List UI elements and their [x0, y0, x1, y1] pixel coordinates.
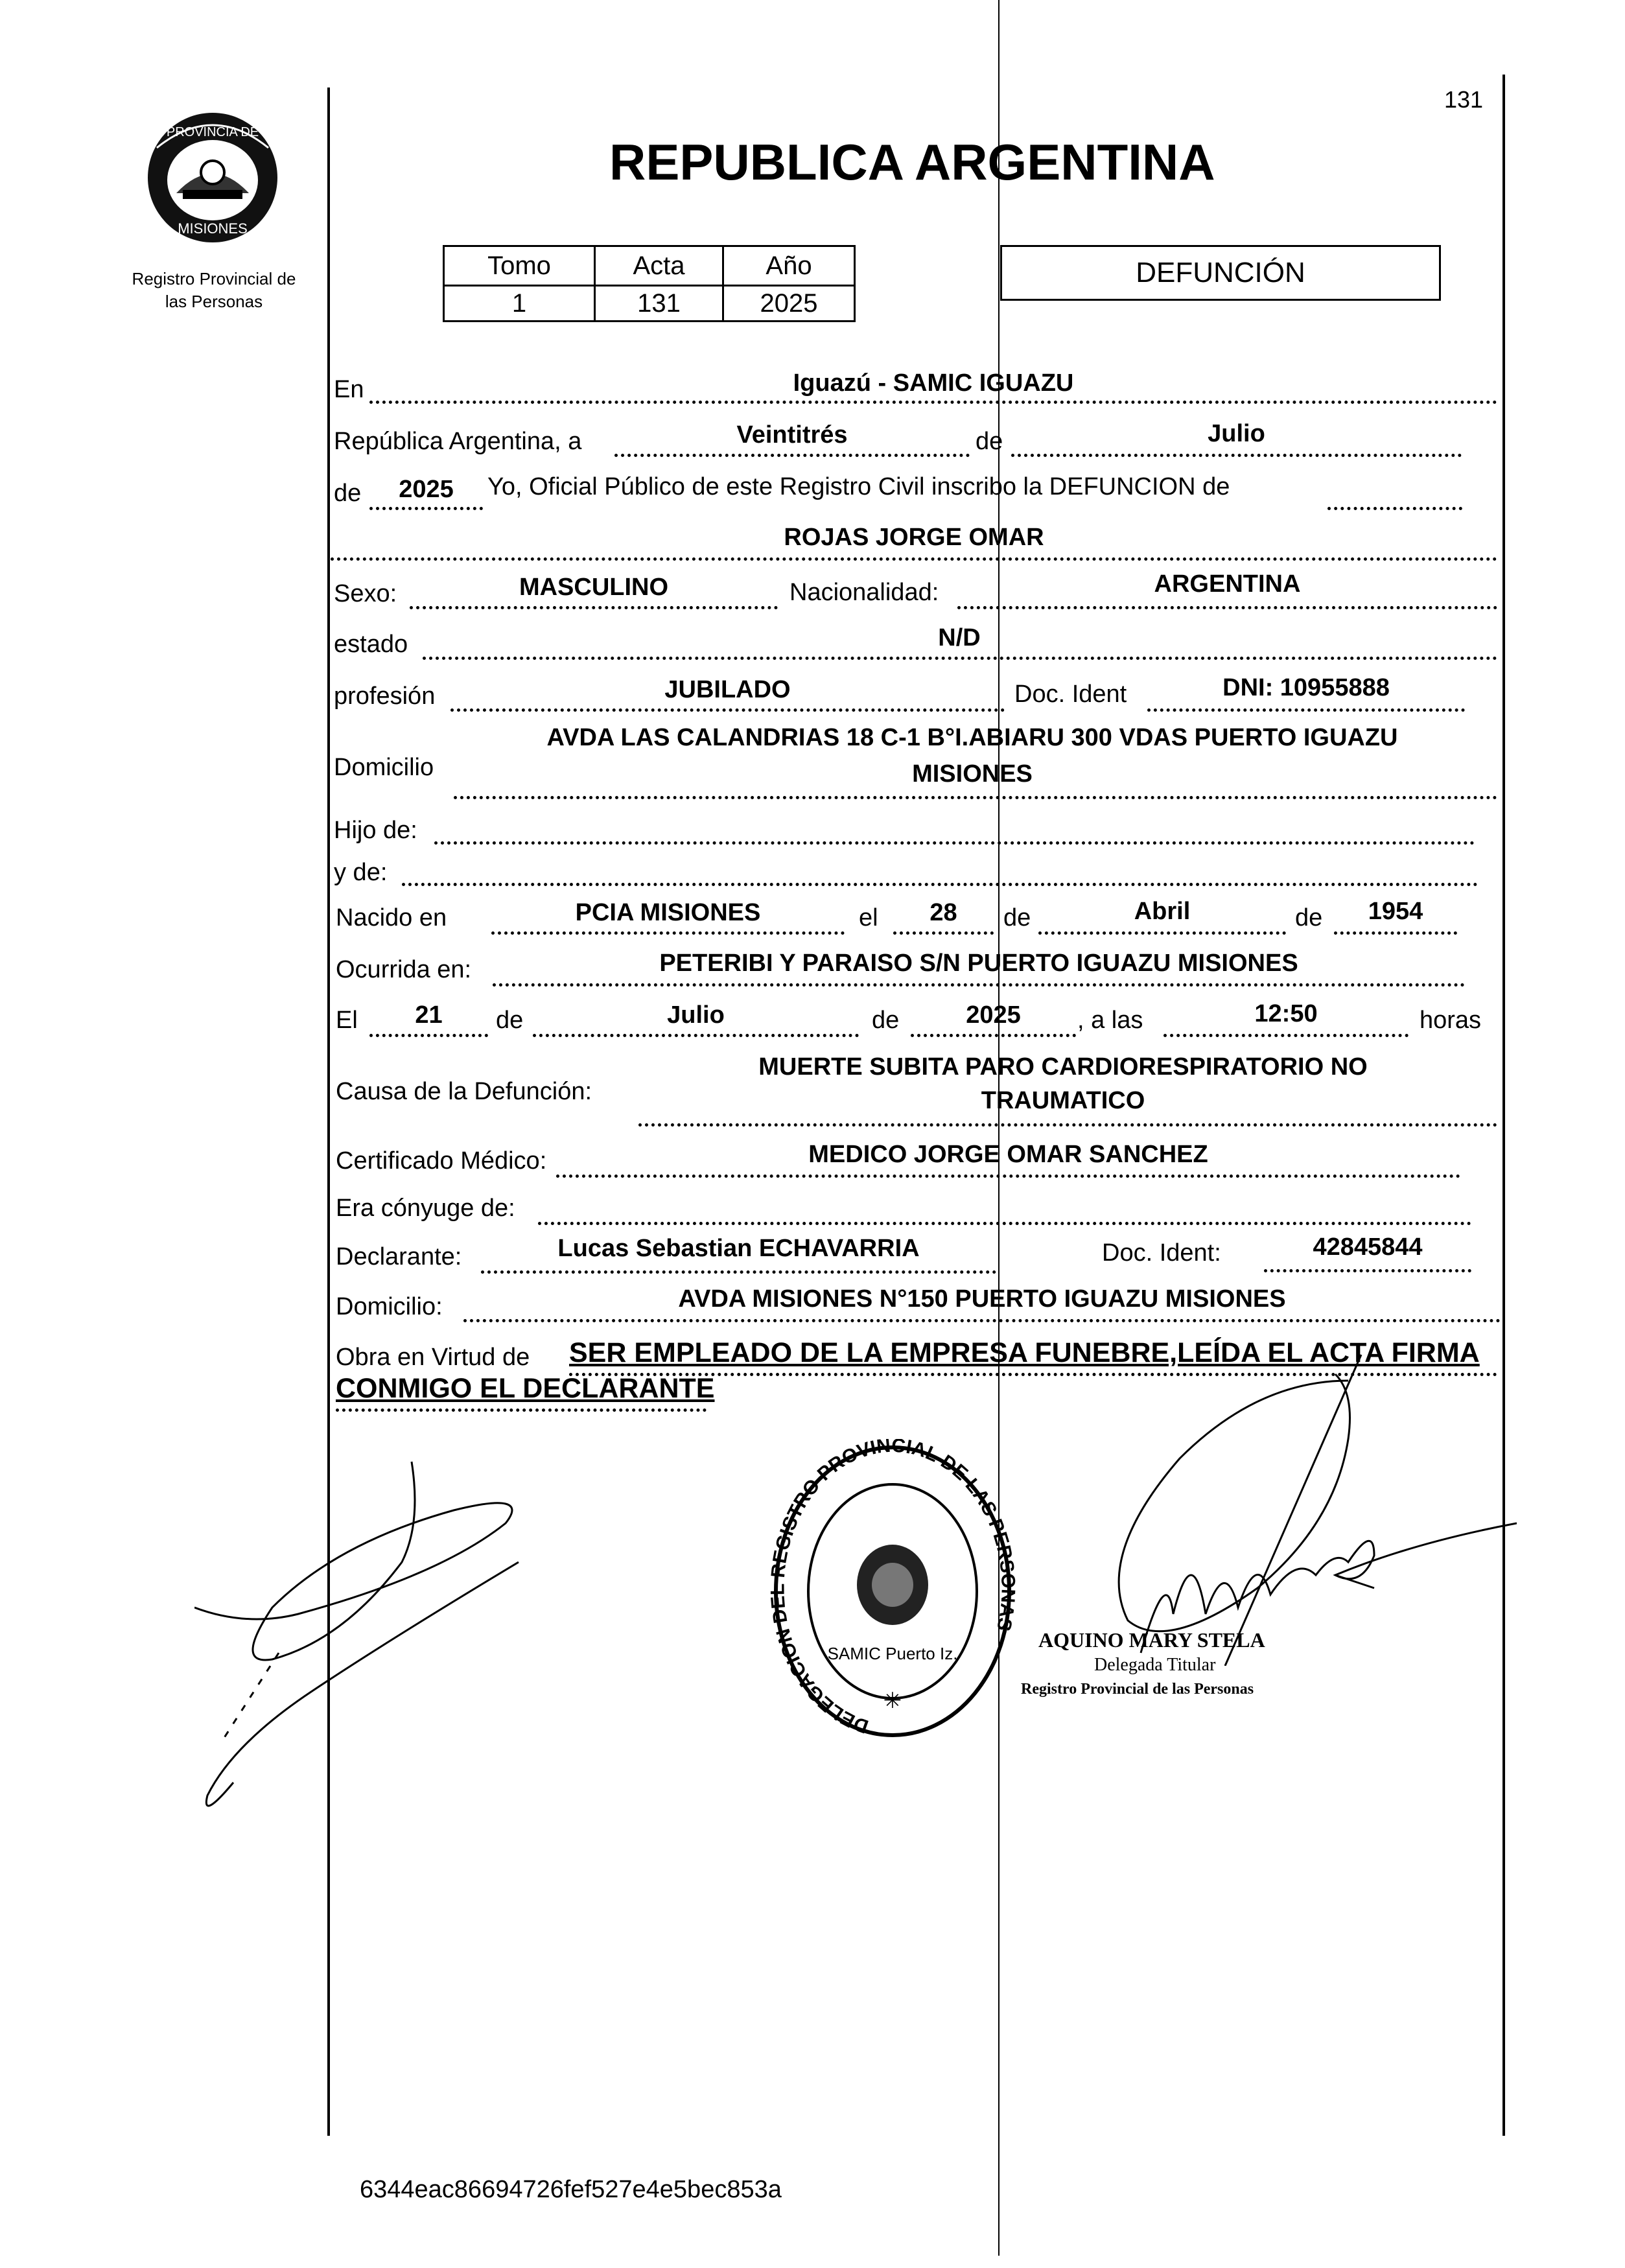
anio-value: 2025 — [723, 286, 855, 321]
nacido-dia-value: 28 — [929, 899, 957, 926]
dots-causa — [638, 1123, 1497, 1127]
label-y-de: y de: — [334, 859, 388, 886]
officer-name: AQUINO MARY STELA — [1038, 1628, 1265, 1652]
label-estado: estado — [334, 631, 408, 658]
label-el: el — [859, 904, 878, 931]
label-profesion: profesión — [334, 683, 436, 710]
officer-signature — [1011, 1342, 1517, 1666]
causa-line1: MUERTE SUBITA PARO CARDIORESPIRATORIO NO — [758, 1053, 1368, 1081]
dots-nombre — [331, 557, 1497, 561]
dots-fallec-dia — [369, 1034, 488, 1037]
dots-mes — [1011, 454, 1462, 457]
declarante-value: Lucas Sebastian ECHAVARRIA — [557, 1235, 920, 1262]
acta-header: Acta — [595, 246, 723, 286]
dots-nacido-lugar — [491, 931, 845, 935]
dots-hijo-de — [434, 841, 1475, 845]
causa-line2: TRAUMATICO — [981, 1087, 1145, 1114]
label-de-mid: de — [976, 428, 1003, 455]
label-de-d: de — [872, 1007, 900, 1034]
label-de-b: de — [1295, 904, 1323, 931]
ocurrida-value: PETERIBI Y PARAISO S/N PUERTO IGUAZU MISIONES — [659, 950, 1298, 977]
tomo-value: 1 — [444, 286, 595, 321]
document-hash: 6344eac86694726fef527e4e5bec853a — [360, 2176, 782, 2203]
label-nacionalidad: Nacionalidad: — [789, 579, 939, 606]
label-domicilio: Domicilio — [334, 754, 434, 781]
label-domicilio2: Domicilio: — [336, 1293, 443, 1320]
label-horas: horas — [1420, 1007, 1482, 1034]
label-de-c: de — [496, 1007, 524, 1034]
dots-ocurrida — [493, 983, 1465, 987]
label-sexo: Sexo: — [334, 580, 397, 607]
dots-certificado — [556, 1175, 1460, 1178]
official-stamp — [768, 1439, 1018, 1744]
label-de-a: de — [1003, 904, 1031, 931]
dots-fallec-mes — [533, 1034, 859, 1037]
dots-conyuge — [538, 1222, 1471, 1225]
domicilio-line1: AVDA LAS CALANDRIAS 18 C-1 B°I.ABIARU 300 VDAS PUERTO IGUAZU — [546, 724, 1398, 751]
dia-texto-value: Veintitrés — [736, 421, 848, 449]
anio-value-text: 2025 — [399, 476, 454, 503]
label-doc-ident2: Doc. Ident: — [1102, 1239, 1221, 1267]
dots-dia — [614, 454, 970, 457]
fallec-mes-value: Julio — [667, 1001, 725, 1029]
stamp-ring-text: DELEGACION DEL REGISTRO PROVINCIAL DE LAS PERSONAS — [768, 1439, 1018, 1738]
reference-table — [443, 245, 856, 322]
page-number: 131 — [1444, 86, 1484, 113]
label-ocurrida-en: Ocurrida en: — [336, 956, 472, 983]
sexo-value: MASCULINO — [519, 574, 669, 601]
officer-role: Delegada Titular — [1094, 1655, 1216, 1675]
label-obra: Obra en Virtud de — [336, 1344, 530, 1371]
dots-domicilio — [454, 796, 1497, 799]
dots-nacionalidad — [957, 606, 1497, 609]
label-a-las: , a las — [1077, 1007, 1143, 1034]
dots-estado — [423, 657, 1497, 660]
label-en: En — [334, 376, 364, 403]
label-oficial: Yo, Oficial Público de este Registro Civil inscribo la DEFUNCION de — [487, 473, 1230, 500]
logo-text-bottom: MISIONES — [178, 220, 248, 237]
label-causa: Causa de la Defunción: — [336, 1078, 592, 1105]
label-doc-ident: Doc. Ident — [1014, 681, 1127, 708]
nacido-lugar-value: PCIA MISIONES — [575, 899, 761, 926]
logo-text-top: PROVINCIA DE — [166, 125, 259, 139]
registry-line1: Registro Provincial de — [132, 269, 296, 288]
fallec-hora-value: 12:50 — [1254, 1000, 1318, 1027]
lugar-value: Iguazú - SAMIC IGUAZU — [793, 369, 1074, 397]
dots-anio — [369, 507, 483, 510]
dots-doc — [1147, 708, 1465, 712]
tomo-header: Tomo — [444, 246, 595, 286]
estado-value: N/D — [938, 624, 981, 651]
dots-domicilio2 — [463, 1319, 1501, 1322]
label-nacido-en: Nacido en — [336, 904, 447, 931]
label-republica: República Argentina, a — [334, 428, 582, 455]
declarante-domicilio-value: AVDA MISIONES N°150 PUERTO IGUAZU MISIONES — [678, 1285, 1286, 1313]
dots-nacido-mes — [1038, 931, 1286, 935]
profesion-value: JUBILADO — [664, 676, 791, 703]
right-margin-rule — [1502, 75, 1505, 2136]
province-seal-logo — [144, 109, 281, 246]
fallec-dia-value: 21 — [415, 1001, 443, 1029]
record-type: DEFUNCIÓN — [1136, 257, 1305, 288]
scan-fold-line — [998, 0, 1000, 2256]
certificado-value: MEDICO JORGE OMAR SANCHEZ — [808, 1141, 1208, 1168]
dots-sexo — [410, 606, 778, 609]
stamp-star-icon: ✳ — [883, 1688, 902, 1714]
registry-line2: las Personas — [165, 292, 263, 311]
label-el-cap: El — [336, 1007, 358, 1034]
obra-line2: CONMIGO EL DECLARANTE — [336, 1373, 715, 1404]
dots-nacido-dia — [893, 931, 994, 935]
dots-obra2 — [336, 1409, 707, 1412]
fallec-anio-value: 2025 — [966, 1001, 1021, 1029]
dots-declarante-doc — [1264, 1269, 1471, 1272]
doc-value: DNI: 10955888 — [1222, 674, 1390, 701]
mes-texto-value: Julio — [1208, 420, 1265, 447]
dots-nacido-anio — [1334, 931, 1457, 935]
nacido-anio-value: 1954 — [1368, 898, 1423, 925]
domicilio-line2: MISIONES — [912, 760, 1033, 788]
declarante-doc-value: 42845844 — [1313, 1233, 1423, 1261]
declarant-signature — [194, 1445, 713, 1834]
document-title: REPUBLICA ARGENTINA — [609, 134, 1215, 191]
nacionalidad-value: ARGENTINA — [1154, 570, 1301, 598]
record-type-box — [1000, 245, 1441, 301]
obra-line1: SER EMPLEADO DE LA EMPRESA FUNEBRE,LEÍDA EL ACTA FIRMA — [569, 1337, 1480, 1368]
dots-declarante — [481, 1270, 996, 1274]
label-de-start: de — [334, 480, 362, 507]
label-conyuge: Era cónyuge de: — [336, 1195, 515, 1222]
dots-profesion — [450, 708, 1005, 712]
acta-value: 131 — [595, 286, 723, 321]
stamp-inner-text: SAMIC Puerto Iz. — [827, 1644, 958, 1663]
label-certificado: Certificado Médico: — [336, 1147, 547, 1175]
nombre-value: ROJAS JORGE OMAR — [784, 524, 1044, 551]
label-declarante: Declarante: — [336, 1243, 462, 1270]
label-hijo-de: Hijo de: — [334, 817, 417, 844]
dots-fallec-anio — [911, 1034, 1076, 1037]
anio-header: Año — [723, 246, 855, 286]
dots-oficial-end — [1327, 507, 1462, 510]
officer-registry: Registro Provincial de las Personas — [1021, 1681, 1254, 1698]
nacido-mes-value: Abril — [1134, 898, 1191, 925]
dots-en — [369, 401, 1497, 404]
dots-fallec-hora — [1163, 1034, 1409, 1037]
dots-y-de — [402, 883, 1478, 886]
